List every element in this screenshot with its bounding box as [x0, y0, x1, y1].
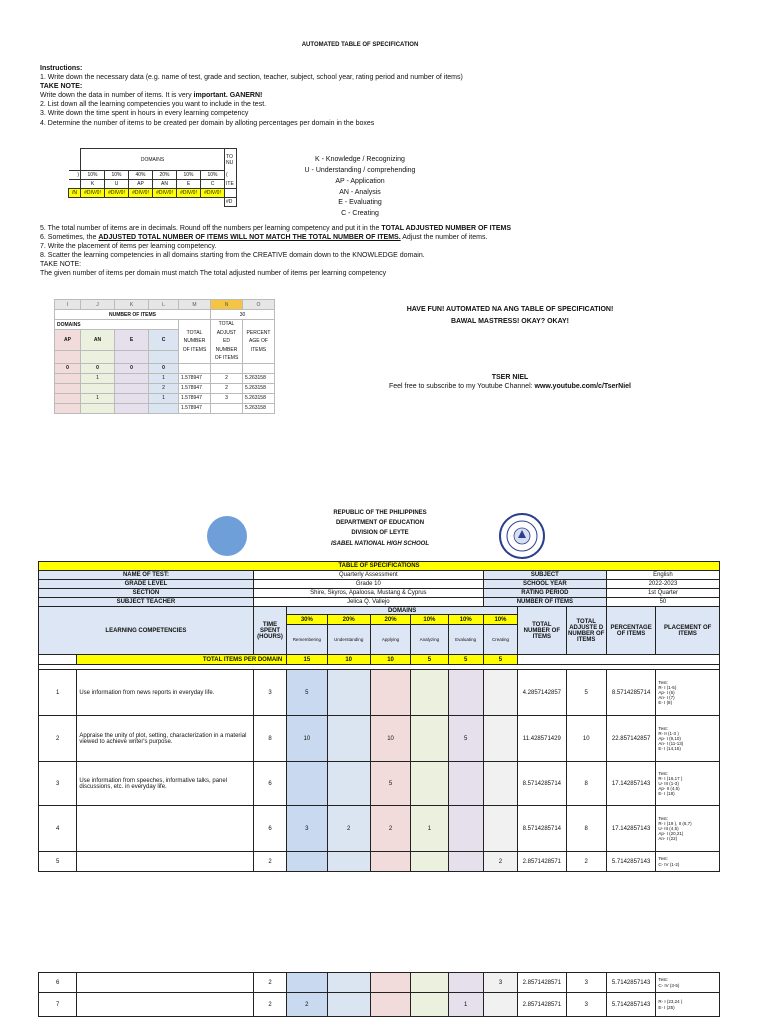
total-items-applying: 10 — [370, 655, 410, 665]
total-items-value: 2.8571428571 — [518, 973, 566, 993]
row-number: 4 — [39, 806, 77, 852]
mini-total-label: TO NU — [225, 149, 237, 171]
mini-code-u: U — [105, 180, 129, 189]
instruction-step-6: 6. Sometimes, the ADJUSTED TOTAL NUMBER OF ITEMS WILL NOT MATCH THE TOTAL NUMBER OF ITEMS. Adjust the number of items. — [40, 234, 488, 242]
domain-percent-remembering[interactable]: 30% — [287, 615, 327, 625]
mini-percent-e: 10% — [177, 171, 201, 180]
mini-code-ap: AP — [129, 180, 153, 189]
instruction-step-4: 4. Determine the number of items to be created per domain by alloting percentages per domain in the boxes — [40, 119, 375, 127]
domain-percent-evaluating[interactable]: 10% — [448, 615, 483, 625]
time-spent-header: TIME SPENT (HOURS) — [253, 607, 286, 655]
column-header: L — [149, 300, 179, 310]
mini-code-k: K — [81, 180, 105, 189]
sheet-domain-c: C — [149, 330, 179, 351]
placement-line: Test: — [658, 815, 668, 821]
legend-item: E - Evaluating — [338, 199, 382, 207]
section-label: SECTION — [39, 589, 254, 598]
mini-total-label-4: ITE — [225, 180, 237, 189]
instruction-step-2: 2. List down all the learning competencies you want to include in the test. — [40, 101, 267, 109]
percentage-value: 5.7142857143 — [606, 973, 655, 993]
instructions — [40, 64, 580, 128]
subject-value: English — [606, 571, 719, 580]
subject-teacher-label: SUBJECT TEACHER — [39, 598, 254, 607]
total-items-understanding: 10 — [327, 655, 370, 665]
mini-error-an: #DIV/0! — [153, 189, 177, 198]
table-of-specifications-continued — [38, 972, 720, 1017]
domain-percent-analyzing[interactable]: 10% — [411, 615, 448, 625]
adjusted-items-value: 8 — [566, 762, 606, 806]
school-header — [280, 508, 480, 549]
placement-cell — [656, 852, 720, 872]
domain-name-understanding: Understanding — [327, 625, 370, 655]
subscribe-line: Feel free to subscribe to my Youtube Channel: www.youtube.com/c/TserNiel — [388, 383, 631, 391]
mini-error-e: #DIV/0! — [177, 189, 201, 198]
author-name: TSER NIEL — [491, 374, 529, 381]
domain-item-count — [411, 762, 448, 806]
tos-row — [39, 762, 720, 806]
domain-item-count — [370, 852, 410, 872]
mini-code-an: AN — [153, 180, 177, 189]
time-spent-value: 2 — [253, 852, 286, 872]
sheet-total-items-header: TOTAL NUMBER OF ITEMS — [179, 320, 211, 364]
column-header: M — [179, 300, 211, 310]
domain-item-count — [448, 973, 483, 993]
mini-left-error: /N — [69, 189, 81, 198]
domain-item-count — [370, 973, 410, 993]
tos-row — [39, 973, 720, 993]
legend-item: AN - Analysis — [339, 188, 381, 196]
placement-line: C- IV (1-2) — [658, 861, 680, 867]
domain-item-count — [327, 762, 370, 806]
domain-item-count — [483, 806, 517, 852]
placement-header: PLACEMENT OF ITEMS — [656, 607, 720, 655]
placement-line: Test: — [658, 725, 668, 731]
mini-percent-an: 20% — [153, 171, 177, 180]
domain-item-count — [483, 762, 517, 806]
competency-text — [77, 993, 254, 1017]
percentage-value: 8.5714285714 — [606, 670, 655, 716]
placement-line: C- IV (3-5) — [658, 982, 680, 988]
domain-percent-applying[interactable]: 20% — [370, 615, 410, 625]
percentage-value: 17.142857143 — [606, 806, 655, 852]
name-of-test-label: NAME OF TEST: — [39, 571, 254, 580]
domain-item-count — [411, 670, 448, 716]
instructions-continued — [40, 224, 660, 279]
sheet-zero-e: 0 — [115, 363, 149, 373]
row-number: 5 — [39, 852, 77, 872]
percentage-value: 22.857142857 — [606, 716, 655, 762]
placement-cell — [656, 806, 720, 852]
sheet-row: 2 1.578947 2 5.263158 — [55, 383, 275, 393]
adjusted-items-value: 3 — [566, 973, 606, 993]
adjusted-items-value: 3 — [566, 993, 606, 1017]
instruction-note-1: Write down the data in number of items. It is very important. GANERN! — [40, 92, 263, 100]
placement-line: R- I (19 ), II (6,7) — [658, 820, 692, 826]
total-items-evaluating: 5 — [448, 655, 483, 665]
competency-text: Use information from news reports in everyday life. — [77, 670, 254, 716]
legend-item: C - Creating — [341, 210, 379, 218]
domain-item-count — [327, 716, 370, 762]
legend-item: K - Knowledge / Recognizing — [315, 156, 405, 163]
placement-line: U- III (1-3) — [658, 780, 679, 786]
placement-line: Ap- I (20,21) — [658, 831, 684, 837]
time-spent-value: 6 — [253, 762, 286, 806]
sheet-percentage-header: PERCENT AGE OF ITEMS — [243, 320, 275, 364]
placement-line: E- I (14,15) — [658, 746, 681, 752]
domain-name-analyzing: Analyzing — [411, 625, 448, 655]
mini-percent-k: 10% — [81, 171, 105, 180]
domain-name-creating: Creating — [483, 625, 517, 655]
domain-item-count: 3 — [483, 973, 517, 993]
tos-row — [39, 852, 720, 872]
row-number: 1 — [39, 670, 77, 716]
sheet-domain-ap: AP — [55, 330, 81, 351]
author-block — [320, 373, 700, 391]
mini-code-e: E — [177, 180, 201, 189]
domain-name-applying: Applying — [370, 625, 410, 655]
sheet-total-adjusted-header: TOTAL ADJUST ED NUMBER OF ITEMS — [211, 320, 243, 364]
deped-seal-icon — [498, 512, 546, 560]
competency-text: Use information from speeches, informative talks, panel discussions, etc. in everyday life. — [77, 762, 254, 806]
sheet-zero-c: 0 — [149, 363, 179, 373]
competency-text — [77, 806, 254, 852]
placement-cell — [656, 973, 720, 993]
domain-item-count: 2 — [483, 852, 517, 872]
take-note-heading: TAKE NOTE: — [40, 83, 83, 91]
learning-competencies-header: LEARNING COMPETENCIES — [39, 607, 254, 655]
total-items-value: 8.5714285714 — [518, 762, 566, 806]
grade-level-value: Grade 10 — [253, 580, 483, 589]
domain-item-count — [448, 852, 483, 872]
total-items-remembering: 15 — [287, 655, 327, 665]
time-spent-value: 2 — [253, 973, 286, 993]
column-header-selected: N — [211, 300, 243, 310]
header-line-3: DIVISION OF LEYTE — [351, 530, 409, 537]
placement-line: R- I (1-5) — [658, 684, 677, 690]
sheet-domain-an: AN — [81, 330, 115, 351]
placement-line: Test: — [658, 856, 668, 862]
sheet-domains-label: DOMAINS — [55, 320, 179, 330]
placement-line: An- I (22) — [658, 836, 678, 842]
domain-item-count — [411, 973, 448, 993]
domain-legend — [290, 155, 430, 220]
number-of-items-value: 50 — [606, 598, 719, 607]
row-number: 6 — [39, 973, 77, 993]
domain-item-count: 2 — [370, 806, 410, 852]
total-items-value: 4.2857142857 — [518, 670, 566, 716]
promo-line-2: BAWAL MASTRESS! OKAY? OKAY! — [451, 317, 569, 325]
number-of-items-label: NUMBER OF ITEMS — [483, 598, 606, 607]
placement-line: R- II (1-3 ) — [658, 730, 679, 736]
column-header: J — [81, 300, 115, 310]
competency-text — [77, 973, 254, 993]
domain-item-count — [483, 993, 517, 1017]
domain-item-count: 3 — [287, 806, 327, 852]
instruction-step-3: 3. Write down the time spent in hours in every learning competency — [40, 110, 249, 118]
domain-item-count — [448, 806, 483, 852]
time-spent-value: 2 — [253, 993, 286, 1017]
domain-item-count: 10 — [370, 716, 410, 762]
mini-percent-ap: 40% — [129, 171, 153, 180]
placement-line: An- I (11-13) — [658, 741, 684, 747]
tos-title: TABLE OF SPECIFICATIONS — [39, 562, 720, 571]
mini-code-c: C — [201, 180, 225, 189]
adjusted-items-value: 5 — [566, 670, 606, 716]
placement-line: U- III (4,5) — [658, 825, 679, 831]
total-items-analyzing: 5 — [411, 655, 448, 665]
subject-label: SUBJECT — [483, 571, 606, 580]
domains-header: DOMAINS — [287, 607, 518, 615]
domain-item-count — [411, 852, 448, 872]
adjusted-items-value: 2 — [566, 852, 606, 872]
subject-teacher-value: Jelica Q. Vallejo — [253, 598, 483, 607]
mini-domains-label: DOMAINS — [81, 149, 225, 171]
placement-line: Ap- I (6) — [658, 689, 675, 695]
domain-item-count — [327, 973, 370, 993]
tos-row — [39, 806, 720, 852]
take-note-heading-2: TAKE NOTE: — [40, 261, 82, 269]
legend-item: U - Understanding / comprehending — [304, 166, 416, 174]
instruction-step-5: 5. The total number of items are in decimals. Round off the numbers per learning competency and put it in the TOTAL ADJUSTED NUMBER OF ITEMS — [40, 225, 512, 232]
time-spent-value: 8 — [253, 716, 286, 762]
competency-text: Appraise the unity of plot, setting, characterization in a material viewed to achieve writer's purpose. — [77, 716, 254, 762]
row-number: 2 — [39, 716, 77, 762]
tos-row — [39, 716, 720, 762]
domain-item-count — [483, 670, 517, 716]
total-number-header: TOTAL NUMBER OF ITEMS — [518, 607, 566, 655]
placement-cell — [656, 670, 720, 716]
domain-item-count: 1 — [411, 806, 448, 852]
total-adjusted-header: TOTAL ADJUSTE D NUMBER OF ITEMS — [566, 607, 606, 655]
column-header: O — [243, 300, 275, 310]
tos-row — [39, 670, 720, 716]
percentage-header: PERCENTAGE OF ITEMS — [606, 607, 655, 655]
total-items-value: 2.8571428571 — [518, 852, 566, 872]
domain-item-count — [327, 993, 370, 1017]
mini-error-k: #DIV/0! — [81, 189, 105, 198]
instruction-step-1: 1. Write down the necessary data (e.g. name of test, grade and section, teacher, subject, school year, rating period and number of items) — [40, 74, 463, 82]
placement-cell — [656, 716, 720, 762]
domain-percent-creating[interactable]: 10% — [483, 615, 517, 625]
domain-item-count — [287, 852, 327, 872]
adjusted-items-value: 10 — [566, 716, 606, 762]
youtube-link[interactable]: www.youtube.com/c/TserNiel — [534, 383, 631, 391]
domain-item-count — [370, 670, 410, 716]
domain-percent-understanding[interactable]: 20% — [327, 615, 370, 625]
time-spent-value: 3 — [253, 670, 286, 716]
domain-item-count — [327, 670, 370, 716]
spreadsheet-example — [54, 299, 275, 414]
placement-line: R- I (23,24 ) — [658, 999, 683, 1005]
school-logo-circle — [207, 516, 247, 556]
rating-period-label: RATING PERIOD — [483, 589, 606, 598]
domain-item-count — [370, 993, 410, 1017]
domain-item-count — [448, 762, 483, 806]
domain-item-count — [411, 993, 448, 1017]
placement-line: Test: — [658, 977, 668, 983]
domain-item-count: 5 — [287, 670, 327, 716]
placement-line: E- I (8) — [658, 700, 673, 706]
grade-level-label: GRADE LEVEL — [39, 580, 254, 589]
placement-line: Ap- I (9,10) — [658, 735, 681, 741]
placement-line: Test: — [658, 770, 668, 776]
instruction-note-2: The given number of items per domain must match The total adjusted number of items per learning competency — [40, 270, 387, 278]
domain-item-count — [411, 716, 448, 762]
placement-line: An- I (7) — [658, 695, 675, 701]
placement-line: Ap- II (4,5) — [658, 786, 680, 792]
table-of-specifications — [38, 561, 720, 872]
domain-name-remembering: Remembering — [287, 625, 327, 655]
school-year-value: 2022-2023 — [606, 580, 719, 589]
placement-line: R- I (16,17 ) — [658, 775, 683, 781]
section-value: Shire, Skyros, Apaloosa, Mustang & Cyprus — [253, 589, 483, 598]
mini-tail-error: #D — [225, 198, 237, 207]
mini-error-c: #DIV/0! — [201, 189, 225, 198]
mini-percent-c: 10% — [201, 171, 225, 180]
competency-text — [77, 852, 254, 872]
header-line-1: REPUBLIC OF THE PHILIPPINES — [333, 510, 427, 516]
percentage-value: 17.142857143 — [606, 762, 655, 806]
domain-item-count: 5 — [370, 762, 410, 806]
domain-item-count — [287, 762, 327, 806]
header-line-4: ISABEL NATIONAL HIGH SCHOOL — [330, 540, 429, 547]
adjusted-items-value: 8 — [566, 806, 606, 852]
page-title: AUTOMATED TABLE OF SPECIFICATION — [301, 42, 419, 48]
mini-percent-u: 10% — [105, 171, 129, 180]
domain-percent-table — [68, 148, 237, 207]
domain-name-evaluating: Evaluating — [448, 625, 483, 655]
placement-cell — [656, 993, 720, 1017]
header-line-2: DEPARTMENT OF EDUCATION — [335, 520, 425, 527]
instruction-step-8: 8. Scatter the learning competencies in all domains starting from the CREATIVE domain down to the KNOWLEDGE domain. — [40, 252, 425, 260]
time-spent-value: 6 — [253, 806, 286, 852]
tos-row — [39, 993, 720, 1017]
sheet-domain-e: E — [115, 330, 149, 351]
instruction-step-7: 7. Write the placement of items per learning competency. — [40, 243, 217, 251]
column-header: K — [115, 300, 149, 310]
total-items-creating: 5 — [483, 655, 517, 665]
sheet-row: 1 1 1.578947 3 5.263158 — [55, 393, 275, 403]
promo-text — [340, 304, 680, 328]
total-items-value: 11.428571429 — [518, 716, 566, 762]
mini-error-u: #DIV/0! — [105, 189, 129, 198]
legend-item: AP - Application — [335, 177, 385, 185]
sheet-row: 1.578947 5.263158 — [55, 403, 275, 413]
placement-line: Test: — [658, 679, 668, 685]
domain-item-count: 2 — [287, 993, 327, 1017]
domain-item-count — [448, 670, 483, 716]
domain-item-count: 5 — [448, 716, 483, 762]
row-number: 3 — [39, 762, 77, 806]
domain-item-count: 2 — [327, 806, 370, 852]
domain-item-count — [483, 716, 517, 762]
mini-error-ap: #DIV/0! — [129, 189, 153, 198]
rating-period-value: 1st Quarter — [606, 589, 719, 598]
name-of-test-value: Quarterly Assessment — [253, 571, 483, 580]
domain-item-count — [287, 973, 327, 993]
sheet-number-of-items-value: 30 — [211, 310, 275, 320]
sheet-number-of-items-label: NUMBER OF ITEMS — [55, 310, 211, 320]
school-year-label: SCHOOL YEAR — [483, 580, 606, 589]
placement-line: E- I (18) — [658, 791, 675, 797]
total-items-value: 2.8571428571 — [518, 993, 566, 1017]
column-header: I — [55, 300, 81, 310]
mini-left-mark: ) — [69, 171, 81, 180]
domain-item-count: 10 — [287, 716, 327, 762]
placement-line: E- I (25) — [658, 1004, 675, 1010]
sheet-row: 1 1 1.578947 2 5.263158 — [55, 373, 275, 383]
sheet-zero-an: 0 — [81, 363, 115, 373]
instructions-heading: Instructions: — [40, 65, 83, 72]
percentage-value: 5.7142857143 — [606, 852, 655, 872]
promo-line-1: HAVE FUN! AUTOMATED NA ANG TABLE OF SPECIFICATION! — [406, 306, 614, 313]
percentage-value: 5.7142857143 — [606, 993, 655, 1017]
total-items-per-domain-label: TOTAL ITEMS PER DOMAIN — [77, 655, 287, 665]
sheet-zero-ap: 0 — [55, 363, 81, 373]
row-number: 7 — [39, 993, 77, 1017]
domain-item-count: 1 — [448, 993, 483, 1017]
placement-cell — [656, 762, 720, 806]
mini-total-label-3: ( — [225, 171, 237, 180]
total-items-value: 8.5714285714 — [518, 806, 566, 852]
domain-item-count — [327, 852, 370, 872]
